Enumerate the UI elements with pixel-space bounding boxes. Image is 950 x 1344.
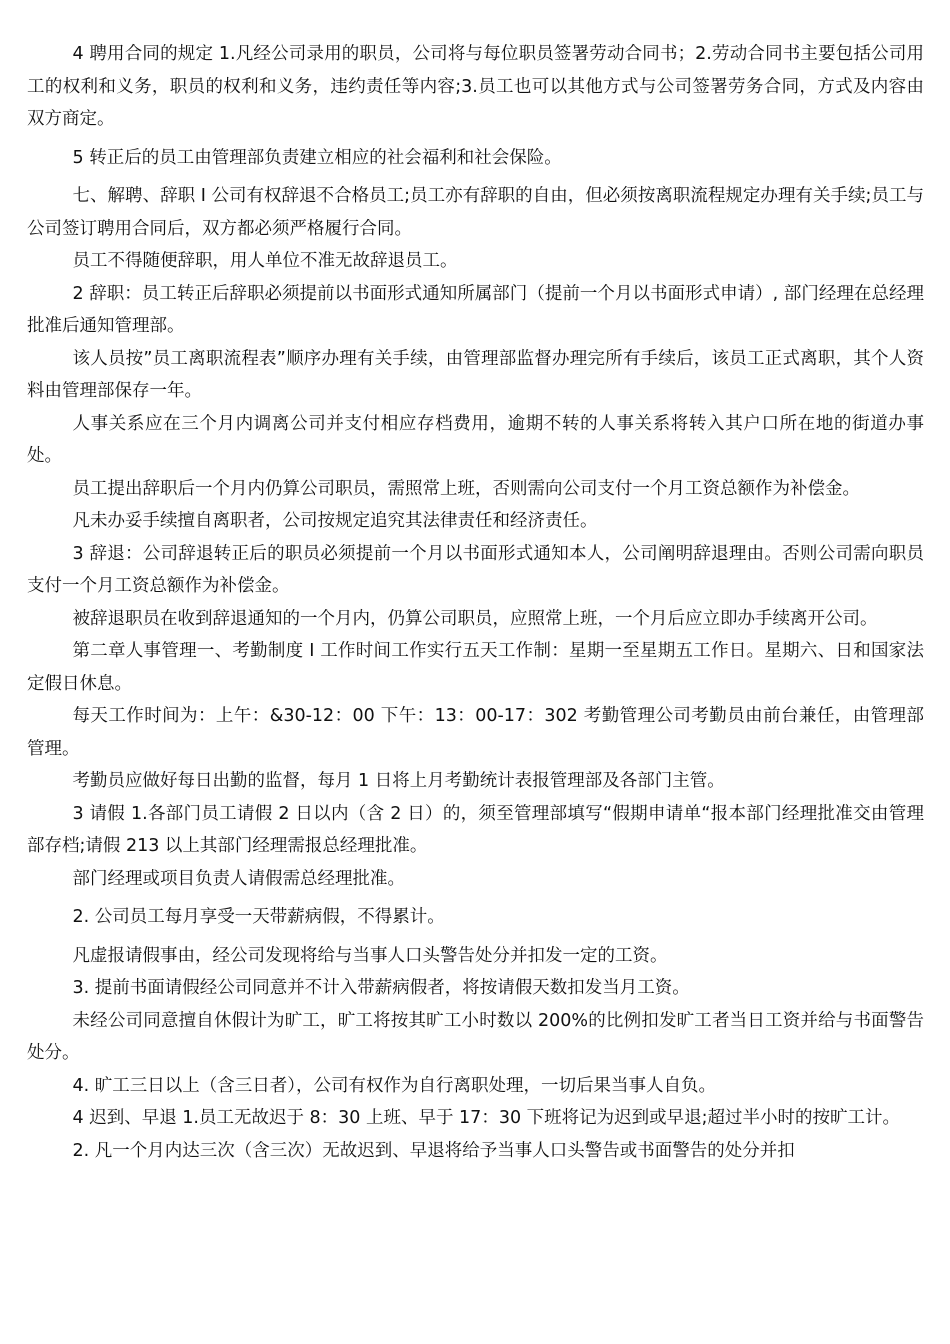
paragraph-employment-contract: 4 聘用合同的规定 1.凡经公司录用的职员，公司将与每位职员签署劳动合同书；2.劳动合同书主要包括公司用工的权利和义务，职员的权利和义务，违约责任等内容;3.员工也可以其他方式与公司签署劳务合同，方式及内容由双方商定。: [27, 44, 924, 129]
paragraph-no-arbitrary-resignation: 员工不得随便辞职，用人单位不准无故辞退员工。: [72, 251, 458, 271]
paragraph-absenteeism: 未经公司同意擅自休假计为旷工，旷工将按其旷工小时数以 200%的比例扣发旷工者当日工资并给与书面警告处分。: [27, 1010, 924, 1063]
paragraph-leave-request: 3 请假 1.各部门员工请假 2 日以内（含 2 日）的，须至管理部填写“假期申请单“报本部门经理批准交由管理部存档;请假 213 以上其部门经理需报总经理批准。: [27, 803, 924, 856]
paragraph-dismissal-notice: 被辞退职员在收到辞退通知的一个月内，仍算公司职员，应照常上班，一个月后应立即办手续离开公司。: [72, 608, 878, 629]
paragraph-dismissal: 3 辞退：公司辞退转正后的职员必须提前一个月以书面形式通知本人，公司阐明辞退理由。否则公司需向职员支付一个月工资总额作为补偿金。: [27, 543, 924, 596]
paragraph-resignation-procedure: 该人员按”员工离职流程表”顺序办理有关手续，由管理部监督办理完所有手续后，该员工正式离职，其个人资料由管理部保存一年。: [27, 348, 924, 401]
paragraph-attendance-clerk: 考勤员应做好每日出勤的监督，每月 1 日将上月考勤统计表报管理部及各部门主管。: [72, 771, 725, 791]
paragraph-false-leave: 凡虚报请假事由，经公司发现将给与当事人口头警告处分并扣发一定的工资。: [72, 945, 668, 966]
paragraph-working-hours: 每天工作时间为：上午：&30-12：00 下午：13：00-17：302 考勤管理公司考勤员由前台兼任，由管理部管理。: [27, 706, 924, 759]
paragraph-absence-three-days: 4. 旷工三日以上（含三日者），公司有权作为自行离职处理，一切后果当事人自负。: [72, 1075, 717, 1096]
paragraph-personnel-transfer: 人事关系应在三个月内调离公司并支付相应存档费用，逾期不转的人事关系将转入其户口所在地的街道办事处。: [27, 413, 924, 466]
paragraph-late-early: 4 迟到、早退 1.员工无故迟于 8：30 上班、早于 17：30 下班将记为迟到或早退;超过半小时的按旷工计。: [72, 1108, 901, 1128]
paragraph-resignation: 2 辞职：员工转正后辞职必须提前以书面形式通知所属部门（提前一个月以书面形式申请）, 部门经理在总经理批准后通知管理部。: [27, 283, 924, 336]
paragraph-dismissal-resignation: 七、解聘、辞职 I 公司有权辞退不合格员工;员工亦有辞职的自由，但必须按离职流程规定办理有关手续;员工与公司签订聘用合同后，双方都必须严格履行合同。: [27, 186, 924, 239]
paragraph-notice-period: 员工提出辞职后一个月内仍算公司职员，需照常上班，否则需向公司支付一个月工资总额作为补偿金。: [72, 478, 860, 499]
paragraph-social-insurance: 5 转正后的员工由管理部负责建立相应的社会福利和社会保险。: [72, 147, 562, 168]
paragraph-repeated-lateness: 2. 凡一个月内达三次（含三次）无故迟到、早退将给予当事人口头警告或书面警告的处分并扣: [72, 1140, 795, 1161]
paragraph-written-leave: 3. 提前书面请假经公司同意并不计入带薪病假者，将按请假天数扣发当月工资。: [72, 978, 690, 998]
paragraph-manager-leave: 部门经理或项目负责人请假需总经理批准。: [72, 868, 405, 889]
paragraph-unauthorized-leave: 凡未办妥手续擅自离职者，公司按规定追究其法律责任和经济责任。: [72, 511, 598, 531]
paragraph-sick-leave: 2. 公司员工每月享受一天带薪病假，不得累计。: [72, 907, 445, 927]
paragraph-chapter-two-attendance: 第二章人事管理一、考勤制度 I 工作时间工作实行五天工作制：星期一至星期五工作日。星期六、日和国家法定假日休息。: [27, 641, 924, 694]
